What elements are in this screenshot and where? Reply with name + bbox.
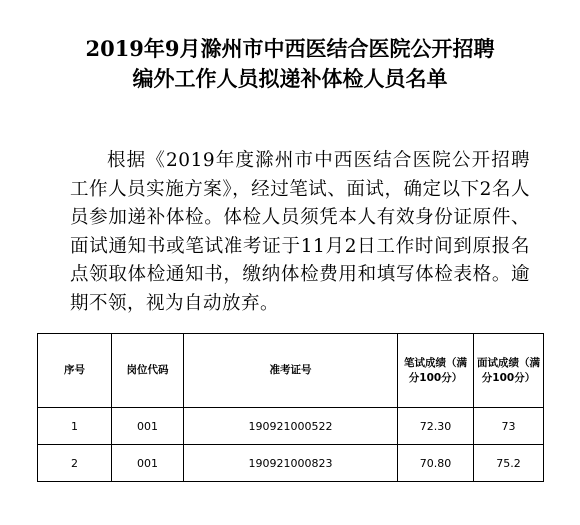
header-exam-number: 准考证号	[184, 334, 398, 408]
header-seq: 序号	[38, 334, 112, 408]
candidate-table	[37, 333, 544, 482]
header-position-code: 岗位代码	[112, 334, 184, 408]
cell-written-score: 72.30	[398, 408, 474, 445]
cell-position-code: 001	[112, 445, 184, 482]
cell-exam-number: 190921000522	[184, 408, 398, 445]
cell-interview-score: 73	[474, 408, 544, 445]
cell-interview-score: 75.2	[474, 445, 544, 482]
header-interview-score: 面试成绩（满分100分）	[474, 334, 544, 408]
table-row	[38, 408, 544, 445]
cell-seq: 1	[38, 408, 112, 445]
table-header-row	[38, 334, 544, 408]
cell-exam-number: 190921000823	[184, 445, 398, 482]
cell-written-score: 70.80	[398, 445, 474, 482]
title-line-1: 2019年9月滁州市中西医结合医院公开招聘	[85, 36, 495, 61]
cell-seq: 2	[38, 445, 112, 482]
table-row	[38, 445, 544, 482]
notice-paragraph: 根据《2019年度滁州市中西医结合医院公开招聘工作人员实施方案》，经过笔试、面试，确定以下2名人员参加递补体检。体检人员须凭本人有效身份证原件、面试通知书或笔试准考证于11月2日工作时间到原报名点领取体检通知书，缴纳体检费用和填写体检表格。逾期不领，视为自动放弃。	[70, 150, 530, 314]
cell-position-code: 001	[112, 408, 184, 445]
document-title	[0, 34, 580, 94]
title-line-2: 编外工作人员拟递补体检人员名单	[132, 66, 448, 91]
header-written-score: 笔试成绩（满分100分）	[398, 334, 474, 408]
